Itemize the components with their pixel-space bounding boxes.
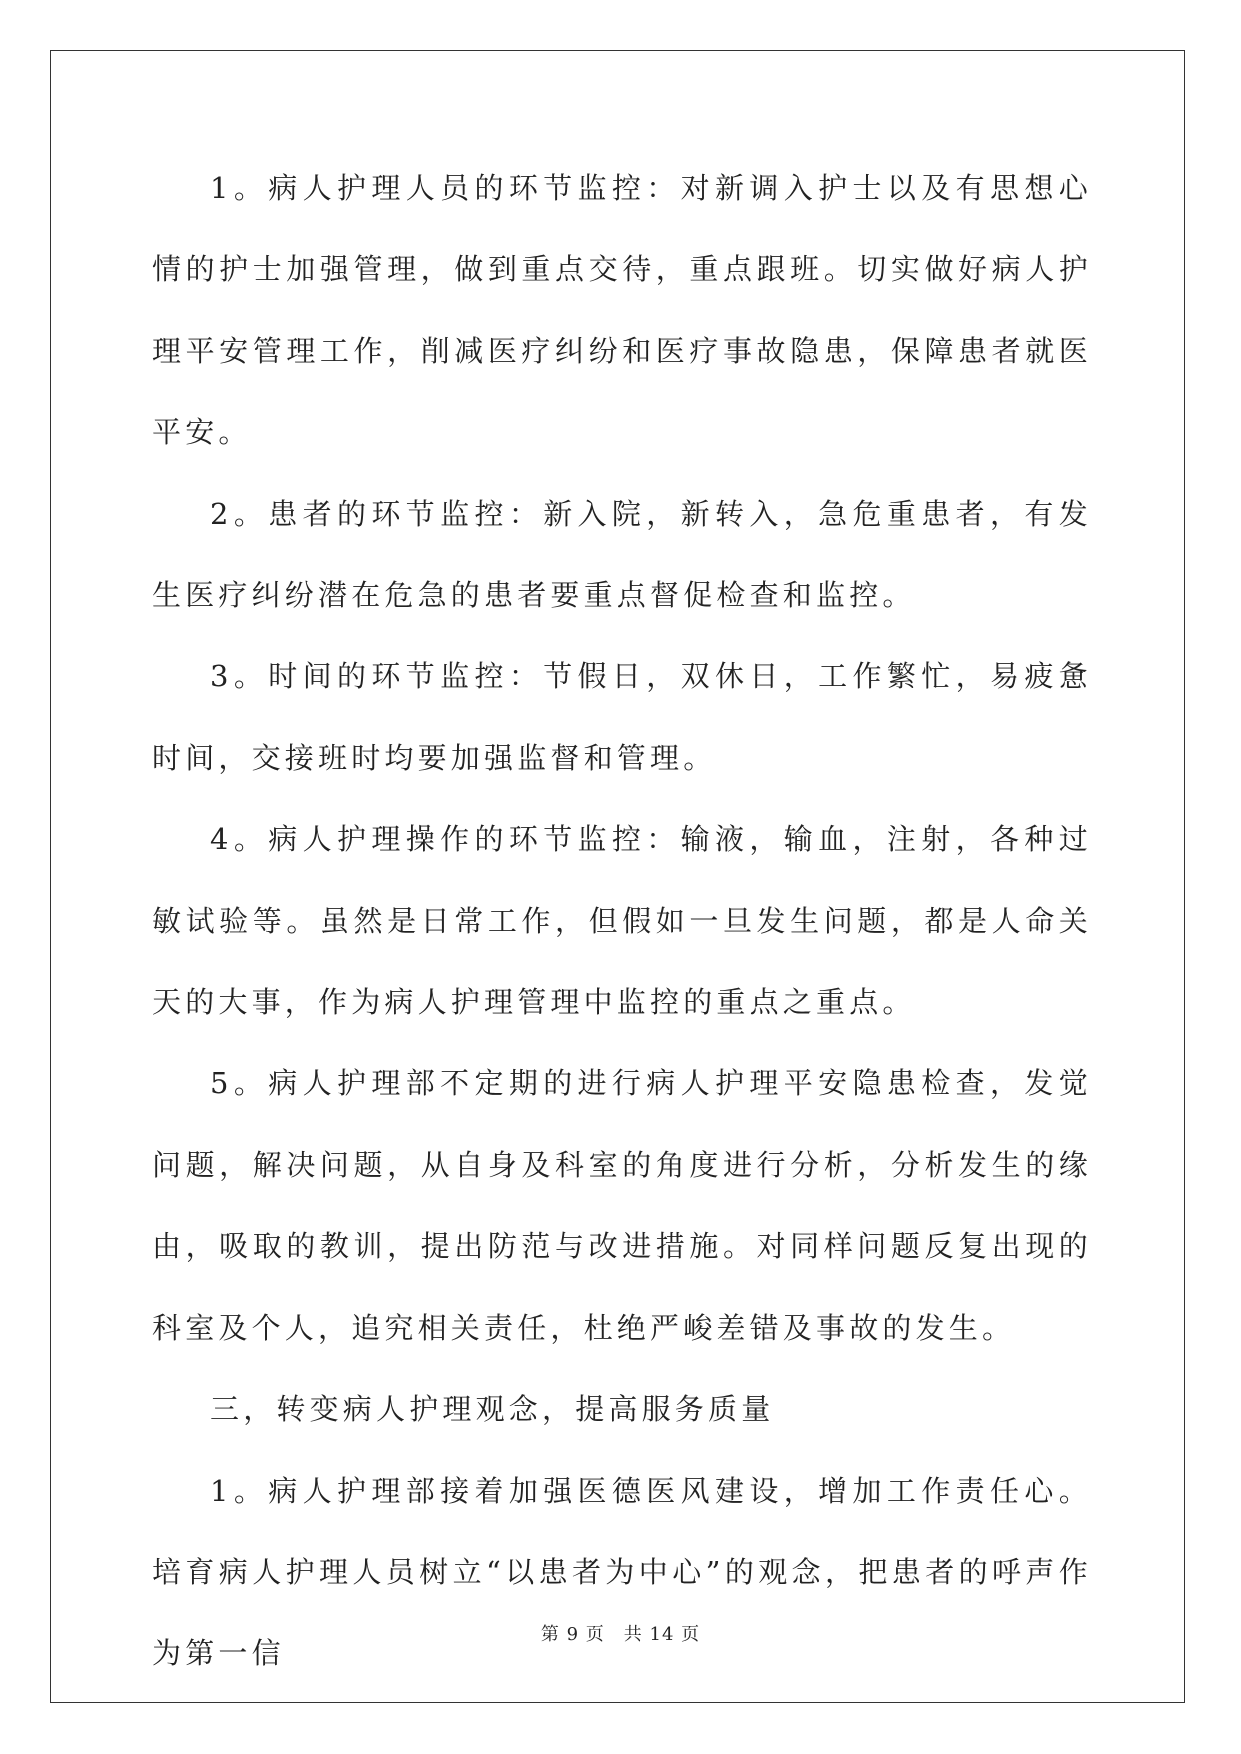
paragraph-1: 1。病人护理人员的环节监控：对新调入护士以及有思想心情的护士加强管理，做到重点交待，重点跟班。切实做好病人护理平安管理工作，削减医疗纠纷和医疗事故隐患，保障患者就医平安。	[152, 171, 1092, 450]
page-number-footer: 第 9 页 共 14 页	[540, 1624, 701, 1645]
paragraph-5: 5。病人护理部不定期的进行病人护理平安隐患检查，发觉问题，解决问题，从自身及科室的角度进行分析，分析发生的缘由，吸取的教训，提出防范与改进措施。对同样问题反复出现的科室及个人，追究相关责任，杜绝严峻差错及事故的发生。	[152, 1066, 1092, 1345]
section-heading: 三，转变病人护理观念，提高服务质量	[210, 1392, 775, 1427]
paragraph-4: 4。病人护理操作的环节监控：输液，输血，注射，各种过敏试验等。虽然是日常工作，但假如一旦发生问题，都是人命关天的大事，作为病人护理管理中监控的重点之重点。	[152, 822, 1092, 1020]
paragraph-2: 2。患者的环节监控：新入院，新转入，急危重患者，有发生医疗纠纷潜在危急的患者要重点督促检查和监控。	[152, 496, 1092, 613]
document-body	[152, 148, 1092, 1695]
paragraph-3: 3。时间的环节监控：节假日，双休日，工作繁忙，易疲惫时间，交接班时均要加强监督和管理。	[152, 659, 1092, 775]
paragraph-6: 1。病人护理部接着加强医德医风建设，增加工作责任心。培育病人护理人员树立“以患者为中心”的观念，把患者的呼声作为第一信	[152, 1473, 1092, 1671]
